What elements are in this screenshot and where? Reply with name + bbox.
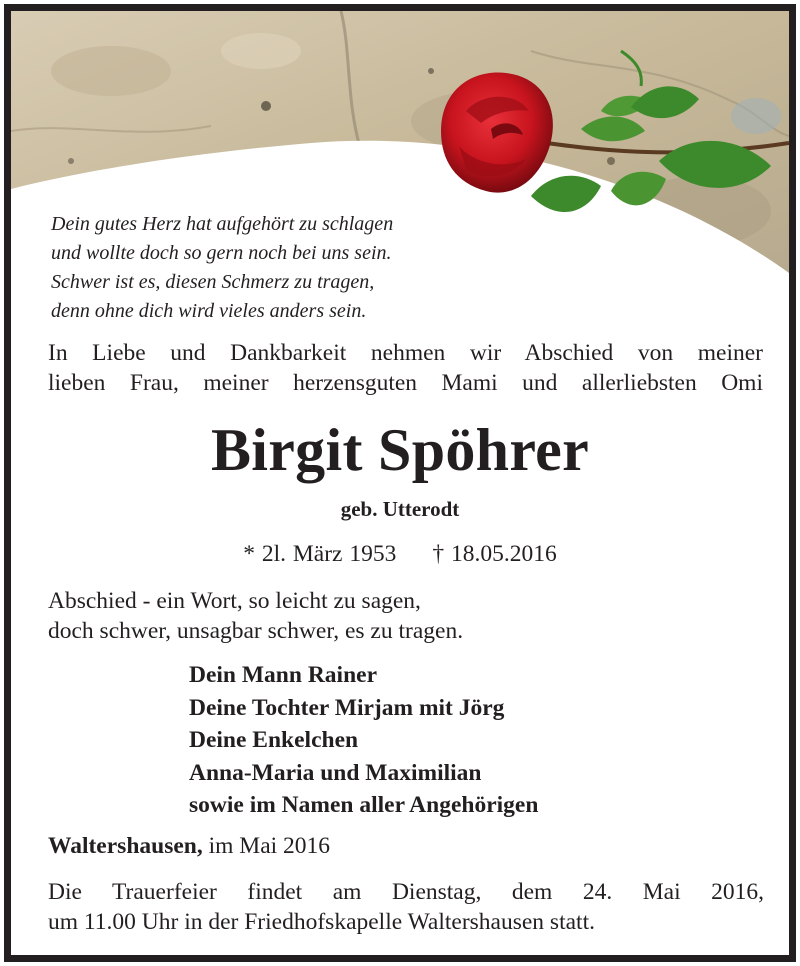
deceased-name: Birgit Spöhrer [210,417,590,483]
intro-line: In Liebe und Dankbarkeit nehmen wir Abschied von meiner [48,340,763,366]
place-date-line [48,831,330,861]
place-date: im Mai 2016 [208,833,331,859]
mourners-list [189,659,538,822]
mourner-line: sowie im Namen aller Angehörigen [189,792,539,818]
death-date: † 18.05.2016 [432,541,557,567]
life-dates [11,538,789,570]
farewell-line: doch schwer, unsagbar schwer, es zu tragen. [48,618,464,644]
intro-line: lieben Frau, meiner herzensguten Mami und allerliebsten Omi [48,370,763,396]
place-town: Waltershausen, [48,833,203,859]
farewell-verse [48,586,463,646]
mourner-line: Deine Tochter Mirjam mit Jörg [189,694,505,721]
ceremony-info [48,877,764,937]
intro-text [48,338,763,398]
poem-line: denn ohne dich wird vieles anders sein. [51,300,367,322]
poem-line: Schwer ist es, diesen Schmerz zu tragen, [51,271,375,293]
poem-verse [51,210,393,326]
obituary-card [4,4,796,962]
mourner-line: Deine Enkelchen [189,727,359,753]
ceremony-line: Die Trauerfeier findet am Dienstag, dem 24. Mai 2016, [48,879,764,905]
mourner-line: Dein Mann Rainer [189,662,377,688]
ceremony-line: um 11.00 Uhr in der Friedhofskapelle Waltershausen statt. [48,909,595,935]
poem-line: Dein gutes Herz hat aufgehört zu schlagen [51,213,394,235]
farewell-line: Abschied - ein Wort, so leicht zu sagen, [48,588,421,614]
poem-line: und wollte doch so gern noch bei uns sein. [51,242,392,264]
birth-date: * 2l. März 1953 [243,541,397,567]
mourner-line: Anna-Maria und Maximilian [189,759,482,786]
maiden-name: geb. Utterodt [340,497,460,521]
